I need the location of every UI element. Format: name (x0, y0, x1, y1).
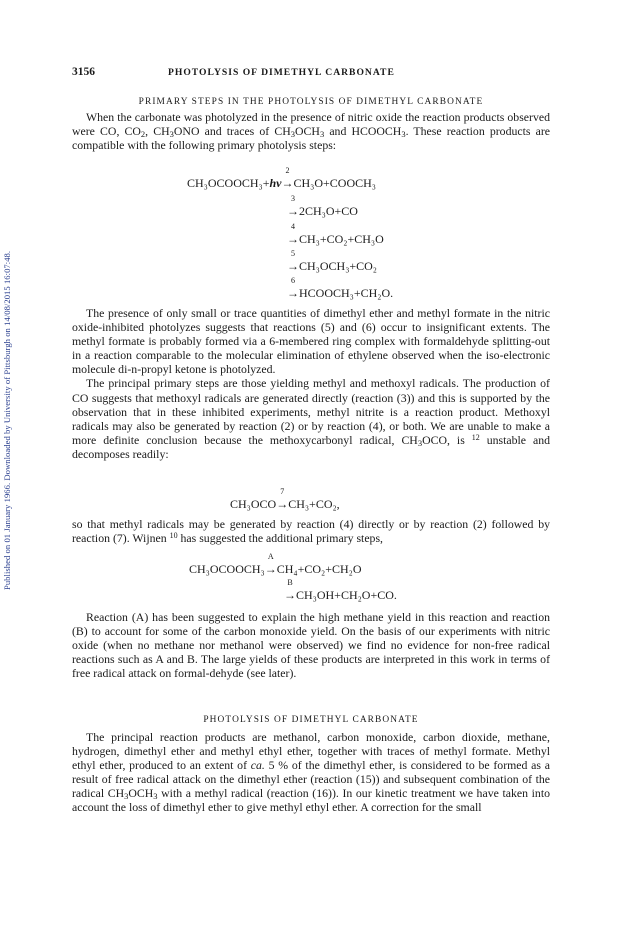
equation-number: A (267, 552, 274, 561)
reference-10: 10 (169, 531, 178, 541)
body-paragraphs-1 (72, 306, 550, 461)
equation-number: 7 (280, 487, 285, 496)
page-number: 3156 (72, 66, 95, 78)
equation-4: 4 →CH₃+CO₂+CH₃O (287, 222, 384, 246)
section-heading-photolysis: PHOTOLYSIS OF DIMETHYL CARBONATE (203, 715, 419, 725)
body-paragraph-wijnen: so that methyl radicals may be generated by reaction (4) directly or by reaction (2) followed by reaction (7). Wijnen $^{10}$ has suggested the additional primary steps, (72, 517, 550, 546)
equation-6: 6 →HCOOCH₃+CH₂O. (287, 276, 394, 300)
body-paragraph-reactions-ab: Reaction (A) has been suggested to explain the high methane yield in this reaction and reaction (B) to account for some of the carbon monoxide yield. On the basis of our experiments with nitric oxide (when no methane nor methanol were observed) we find no evidence for non-free radical reactions such as A and B. The large yields of these products are interpreted in this work in terms of free radical attack on formal-dehyde (see later). (72, 610, 550, 681)
body-paragraph-products: The principal reaction products are methanol, carbon monoxide, carbon dioxide, methane, hydrogen, dimethyl ether and methyl ethyl ether, together with traces of methyl formate. Methyl ethyl ether, produced to an extent of ca. 5 % of the dimethyl ether, is considered to be formed as a result of free radical attack on the dimethyl ether (reaction (15)) and subsequent combination of the radical $CH_3OCH_3$ with a methyl radical (reaction (16)). In our kinetic treatment we have taken into account the loss of dimethyl ether to give methyl ethyl ether. A correction for the small (72, 730, 550, 815)
page-header (72, 66, 550, 82)
section-heading-primary-steps: PRIMARY STEPS IN THE PHOTOLYSIS OF DIMETHYL CARBONATE (138, 97, 484, 107)
download-notice: Published on 01 January 1966. Downloaded by University of Pittsburgh on 14/08/2015 16:07:48. (2, 250, 12, 590)
equation-number: 6 (291, 276, 295, 285)
intro-paragraph: When the carbonate was photolyzed in the presence of nitric oxide the reaction products observed were CO, $CO_2$, $CH_3ONO$ and traces of $CH_3OCH_3$ and $HCOOCH_3$. These reaction products are compatible with the following primary photolysis steps: (72, 110, 551, 153)
equation-number: B (287, 578, 293, 587)
equation-number: 2 (285, 166, 290, 175)
equation-A: CH₃OCOOCH₃ A →CH₄+CO₂+CH₂O (189, 552, 362, 576)
reference-12: 12 (471, 432, 480, 442)
equation-7: CH₃OCO 7 →CH₃+CO₂, (230, 487, 340, 511)
paragraph-principal-steps: The principal primary steps are those yielding methyl and methoxyl radicals. The production of CO suggests that methoxyl radicals are generated directly (reaction (3)) and this is supported by the observation that in these inhibited experiments, methyl nitrite is a reaction product. Methoxyl radicals may also be generated by reaction (2) or by reaction (4), or both. We are unable to make a more definite conclusion because the methoxycarbonyl radical, $CH_3OCO$, is $^{12}$ unstable and decomposes readily: (72, 376, 551, 461)
paragraph-trace-products: The presence of only small or trace quantities of dimethyl ether and methyl formate in the nitric oxide-inhibited photolyzes suggests that reactions (5) and (6) occur to insignificant extents. The methyl formate is probably formed via a 6-membered ring complex with formaldehyde splitting-out in a reaction comparable to the molecular elimination of ethylene observed when the iso-electronic molecule di-n-propyl ketone is photolyzed. (72, 306, 550, 377)
equation-number: 4 (291, 222, 295, 231)
equation-number: 3 (291, 194, 295, 203)
equation-2: CH₃OCOOCH₃+hv 2 →CH₃O+COOCH₃ (187, 166, 376, 190)
equation-number: 5 (291, 249, 295, 258)
equation-5: 5 →CH₃OCH₃+CO₂ (287, 249, 377, 273)
running-title: PHOTOLYSIS OF DIMETHYL CARBONATE (168, 67, 395, 78)
equation-B: B →CH₃OH+CH₂O+CO. (284, 578, 397, 602)
equation-3: 3 →2CH₃O+CO (287, 194, 358, 218)
